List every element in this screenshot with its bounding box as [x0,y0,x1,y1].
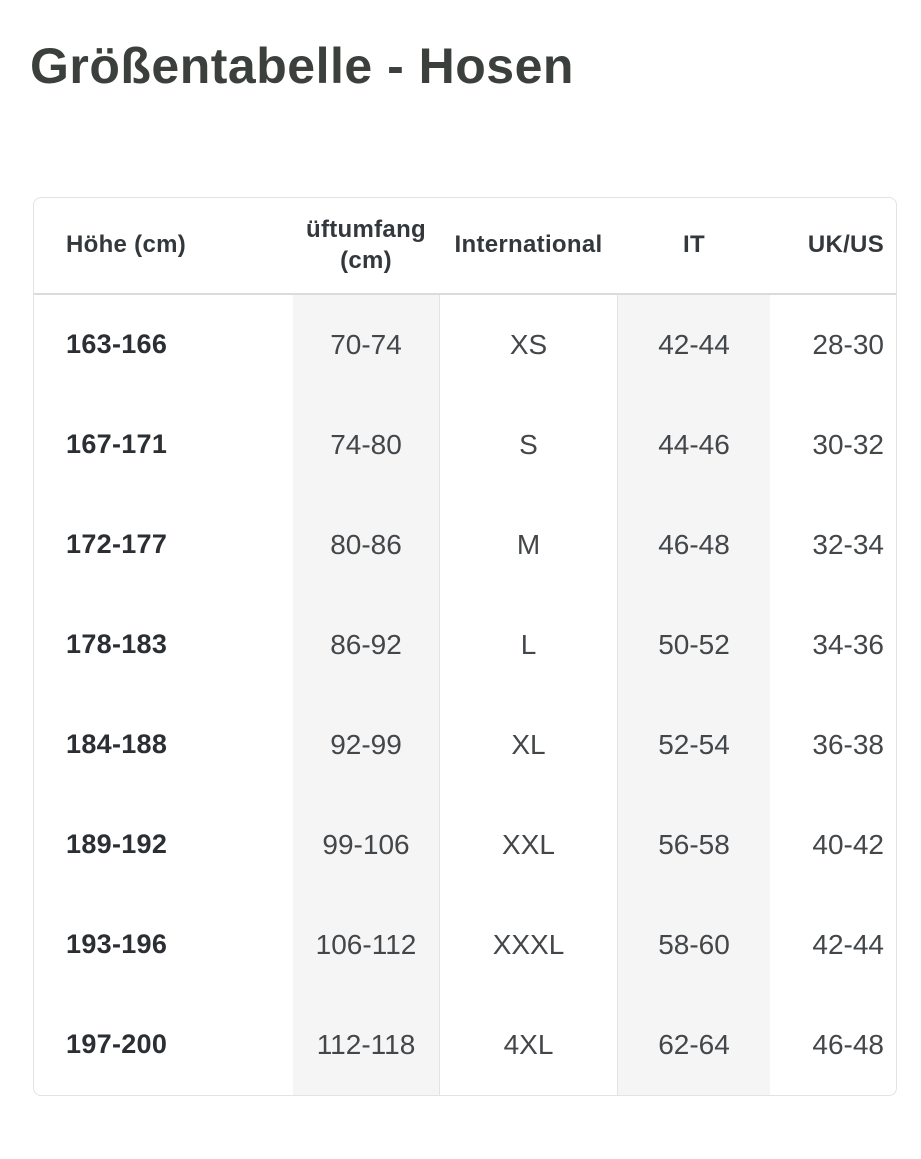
cell-international: S [439,395,618,495]
cell-it: 62-64 [618,995,770,1095]
cell-hoehe: 172-177 [66,529,168,559]
cell-it: 42-44 [618,295,770,395]
cell-international: XXXL [439,895,618,995]
cell-hoehe: 178-183 [66,629,168,659]
table-row [34,995,896,1095]
page-title: Größentabelle - Hosen [30,38,574,94]
cell-it: 46-48 [618,495,770,595]
col-header-it: IT [618,198,770,295]
cell-hueftumfang: 112-118 [293,995,439,1095]
table-row [34,495,896,595]
cell-hoehe: 163-166 [66,329,168,359]
cell-hueftumfang: 99-106 [293,795,439,895]
cell-hueftumfang: 86-92 [293,595,439,695]
cell-hueftumfang: 92-99 [293,695,439,795]
cell-hueftumfang: 74-80 [293,395,439,495]
cell-hoehe: 193-196 [66,929,168,959]
cell-international: XS [439,295,618,395]
col-header-ukus: UK/US [770,198,896,295]
table-row [34,895,896,995]
cell-international: M [439,495,618,595]
table-row [34,295,896,395]
table-row [34,695,896,795]
col-header-international: International [439,198,618,295]
size-chart-page [0,38,921,1159]
cell-hueftumfang: 106-112 [293,895,439,995]
cell-it: 50-52 [618,595,770,695]
cell-hoehe: 167-171 [66,429,168,459]
cell-it: 58-60 [618,895,770,995]
size-table-header [34,198,896,295]
cell-ukus: 40-42 [812,828,884,860]
cell-ukus: 32-34 [812,528,884,560]
table-row [34,595,896,695]
cell-it: 52-54 [618,695,770,795]
cell-hoehe: 184-188 [66,729,168,759]
cell-ukus: 30-32 [812,428,884,460]
size-table-body [34,295,896,1095]
cell-hoehe: 189-192 [66,829,168,859]
col-header-hoehe: Höhe (cm) [34,198,293,295]
cell-it: 44-46 [618,395,770,495]
col-header-hueftumfang: üftumfang (cm) [293,198,439,295]
cell-international: XXL [439,795,618,895]
cell-international: L [439,595,618,695]
cell-hoehe: 197-200 [66,1029,168,1059]
cell-ukus: 36-38 [812,728,884,760]
cell-it: 56-58 [618,795,770,895]
cell-ukus: 34-36 [812,628,884,660]
table-row [34,395,896,495]
size-table [33,197,897,1096]
table-row [34,795,896,895]
cell-hueftumfang: 80-86 [293,495,439,595]
cell-international: 4XL [439,995,618,1095]
cell-ukus: 42-44 [812,928,884,960]
cell-ukus: 28-30 [812,328,884,360]
cell-international: XL [439,695,618,795]
cell-hueftumfang: 70-74 [293,295,439,395]
header-row [34,198,896,295]
cell-ukus: 46-48 [812,1028,884,1060]
